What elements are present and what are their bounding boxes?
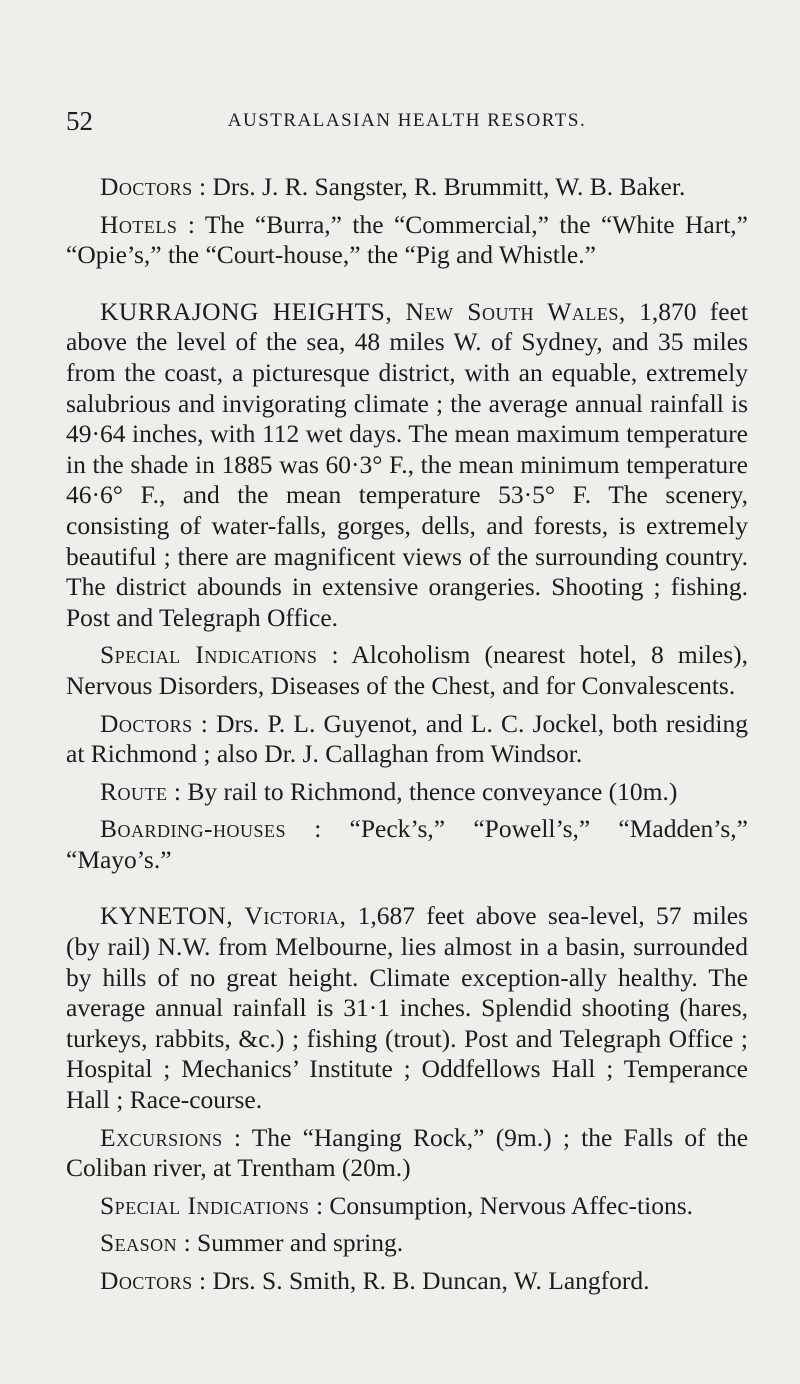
paragraph-text: Summer and spring. <box>197 1228 404 1258</box>
paragraph-label: Doctors <box>100 708 193 738</box>
paragraph-text: Drs. P. L. Guyenot, and L. C. Jockel, both residing at Richmond ; also Dr. J. Callaghan from Windsor. <box>66 708 748 769</box>
entry-heading: KURRAJONG HEIGHTS, <box>100 296 393 326</box>
paragraph-label: Hotels <box>100 209 178 239</box>
paragraph-text: Drs. J. R. Sangster, R. Brummitt, W. B. Baker. <box>212 172 686 201</box>
paragraph-text: Alcoholism (nearest hotel, 8 miles), Nervous Disorders, Diseases of the Chest, and for Convalescents. <box>66 640 748 700</box>
paragraph-label: Special Indications <box>100 1190 310 1220</box>
entry-region: Victoria, <box>244 901 347 931</box>
paragraph-text: The “Burra,” the “Commercial,” the “White Hart,” “Opie’s,” the “Court-house,” the “Pig and Whistle.” <box>66 209 748 270</box>
paragraph-text: “Peck’s,” “Powell’s,” “Madden’s,” “Mayo’s.” <box>66 814 748 874</box>
doctors-paragraph: Doctors : Drs. P. L. Guyenot, and L. C. Jockel, both residing at Richmond ; also Dr. J. Callaghan from Windsor. <box>66 708 748 769</box>
running-title: AUSTRALASIAN HEALTH RESORTS. <box>227 110 587 131</box>
paragraph-label: Doctors <box>100 1266 193 1295</box>
paragraph-label: Season <box>100 1228 178 1258</box>
boarding-houses-paragraph: Boarding-houses : “Peck’s,” “Powell’s,” “Madden’s,” “Mayo’s.” <box>66 814 748 874</box>
season-paragraph: Season : Summer and spring. <box>100 1228 404 1258</box>
special-indications-paragraph: Special Indications : Consumption, Nervous Affec-tions. <box>100 1190 693 1220</box>
paragraph-label: Excursions <box>100 1122 223 1152</box>
doctors-paragraph: Doctors : Drs. S. Smith, R. B. Duncan, W. Langford. <box>100 1266 650 1295</box>
entry-text: 1,870 feet above the level of the sea, 48 miles W. of Sydney, and 35 miles from the coast, a picturesque district, with an equable, extremely salubrious and invigorating climate ; the average annual rainfall is 49·64 inches, with 112 wet days. The mean maximum temperature in the shade in 1885 was 60·3° F., the mean minimum temperature 46·6° F., and the mean temperature 53·5° F. The scenery, consisting of water-falls, gorges, dells, and forests, is extremely beautiful ; there are magnificent views of the surrounding country. The district abounds in extensive orangeries. Shooting ; fishing. Post and Telegraph Office. <box>66 296 749 632</box>
paragraph-text: Drs. S. Smith, R. B. Duncan, W. Langford. <box>212 1266 650 1295</box>
excursions-paragraph: Excursions : The “Hanging Rock,” (9m.) ; the Falls of the Coliban river, at Trentham (20m.) <box>66 1122 749 1183</box>
page-header <box>66 106 748 136</box>
paragraph-label: Special Indications <box>100 640 318 670</box>
page-number: 52 <box>66 106 93 136</box>
kyneton-entry <box>66 901 748 1115</box>
paragraph-text: The “Hanging Rock,” (9m.) ; the Falls of the Coliban river, at Trentham (20m.) <box>66 1122 749 1183</box>
entry-region: New South Wales, <box>405 296 626 326</box>
entry-heading: KYNETON, <box>100 901 234 931</box>
route-paragraph: Route : By rail to Richmond, thence conveyance (10m.) <box>100 776 678 806</box>
hotels-paragraph: Hotels : The “Burra,” the “Commercial,” the “White Hart,” “Opie’s,” the “Court-house,” the “Pig and Whistle.” <box>66 209 748 270</box>
paragraph-text: Consumption, Nervous Affec-tions. <box>329 1190 693 1220</box>
special-indications-paragraph: Special Indications : Alcoholism (nearest hotel, 8 miles), Nervous Disorders, Diseases of the Chest, and for Convalescents. <box>66 640 748 700</box>
paragraph-label: Doctors <box>100 172 193 201</box>
paragraph-label: Boarding-houses <box>100 814 287 844</box>
entry-text: 1,687 feet above sea-level, 57 miles (by rail) N.W. from Melbourne, lies almost in a basin, surrounded by hills of no great height. Climate exception-ally healthy. The average annual rainfall is 31·1 inches. Splendid shooting (hares, turkeys, rabbits, &c.) ; fishing (trout). Post and Telegraph Office ; Hospital ; Mechanics’ Institute ; Oddfellows Hall ; Temperance Hall ; Race-course. <box>66 901 749 1115</box>
paragraph-text: By rail to Richmond, thence conveyance (10m.) <box>187 776 678 806</box>
page-body <box>66 172 748 1304</box>
paragraph-label: Route <box>100 776 168 806</box>
kurrajong-entry <box>66 297 748 634</box>
doctors-paragraph: Doctors : Drs. J. R. Sangster, R. Brummitt, W. B. Baker. <box>100 172 686 201</box>
